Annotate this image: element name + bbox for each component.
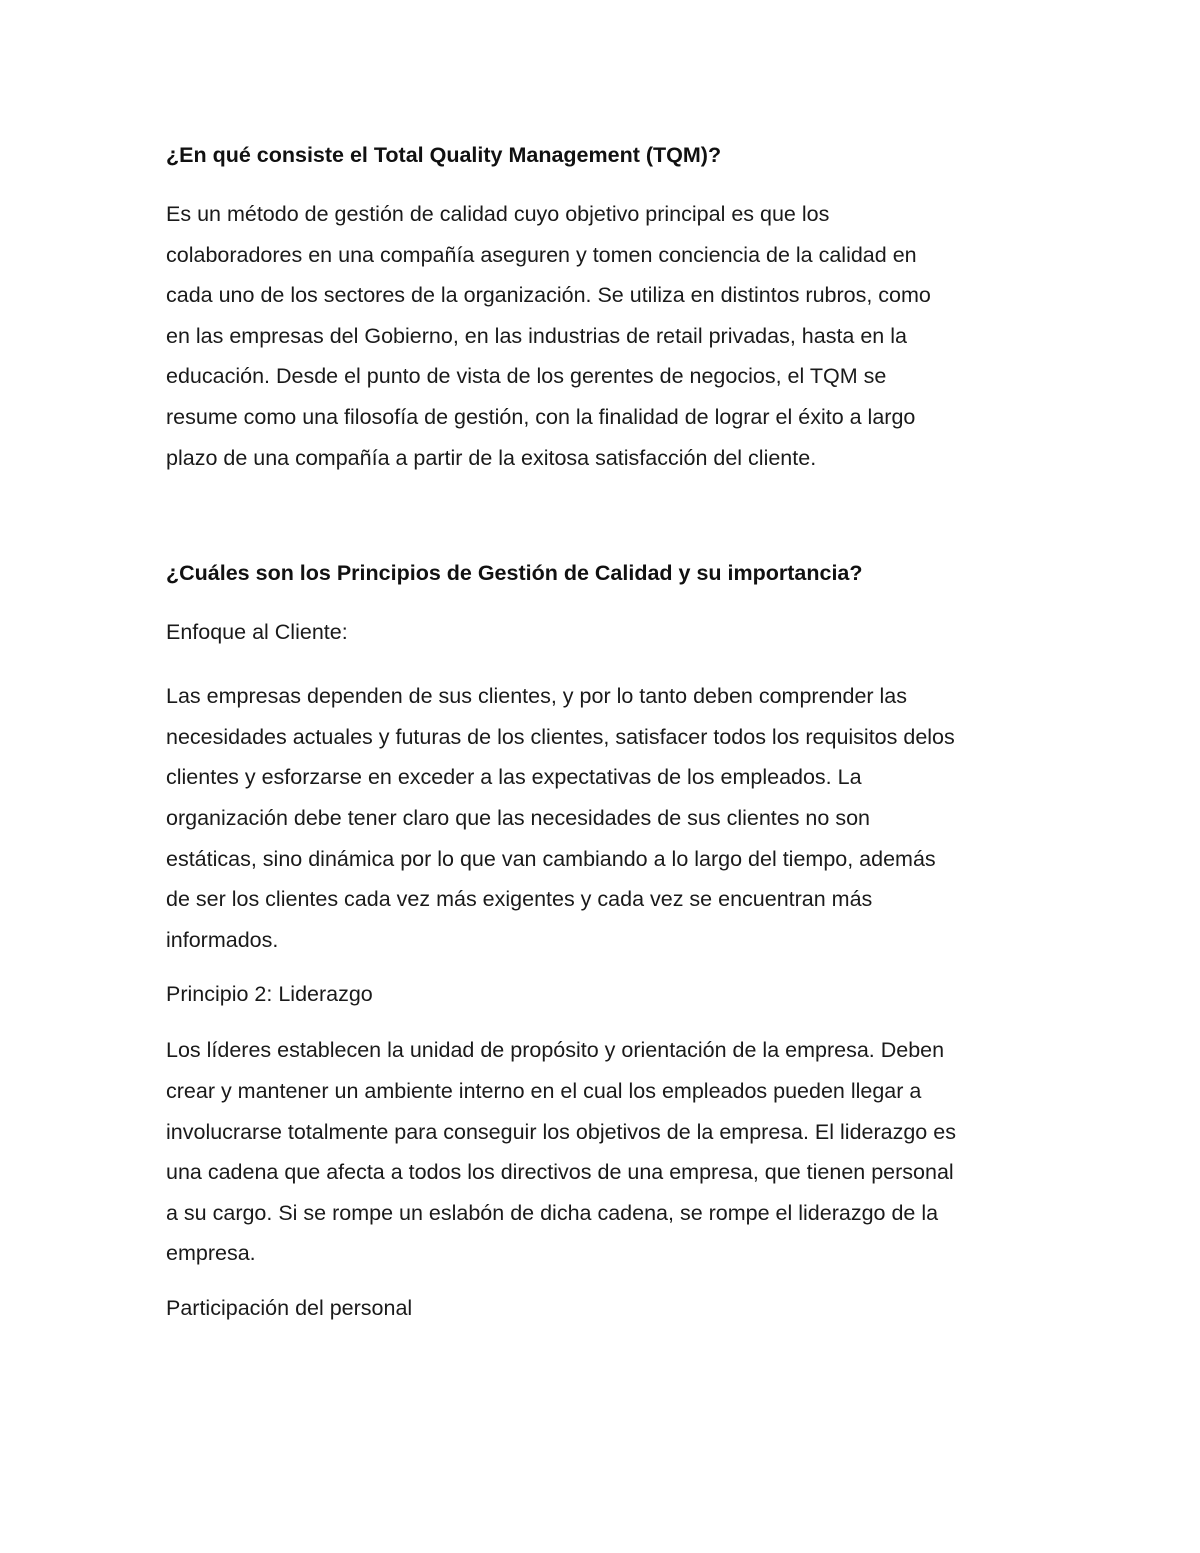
paragraph-leadership: Los líderes establecen la unidad de propósito y orientación de la empresa. Deben crear y mantener un ambiente interno en el cual los empleados pueden llegar a involucrarse totalmente para conseguir los objetivos de la empresa. El liderazgo es una cadena que afecta a todos los directivos de una empresa, que tienen personal a su cargo. Si se rompe un eslabón de dicha cadena, se rompe el liderazgo de la empresa. — [166, 1038, 956, 1266]
label-leadership: Principio 2: Liderazgo — [166, 982, 373, 1007]
paragraph-customer-focus: Las empresas dependen de sus clientes, y por lo tanto deben comprender las necesidades actuales y futuras de los clientes, satisfacer todos los requisitos delos clientes y esforzarse en exceder a las expectativas de los empleados. La organización debe tener claro que las necesidades de sus clientes no son estáticas, sino dinámica por lo que van cambiando a lo largo del tiempo, además de ser los clientes cada vez más exigentes y cada vez se encuentran más informados. — [166, 684, 955, 952]
label-staff-participation: Participación del personal — [166, 1295, 413, 1320]
label-customer-focus: Enfoque al Cliente: — [166, 620, 348, 645]
document-page — [166, 140, 1046, 1323]
heading-tqm: ¿En qué consiste el Total Quality Management (TQM)? — [166, 143, 722, 167]
heading-quality-principles: ¿Cuáles son los Principios de Gestión de Calidad y su importancia? — [166, 561, 863, 586]
paragraph-tqm-definition: Es un método de gestión de calidad cuyo objetivo principal es que los colaboradores en una compañía aseguren y tomen conciencia de la calidad en cada uno de los sectores de la organización. Se utiliza en distintos rubros, como en las empresas del Gobierno, en las industrias de retail privadas, hasta en la educación. Desde el punto de vista de los gerentes de negocios, el TQM se resume como una filosofía de gestión, con la finalidad de lograr el éxito a largo plazo de una compañía a partir de la exitosa satisfacción del cliente. — [166, 202, 931, 470]
